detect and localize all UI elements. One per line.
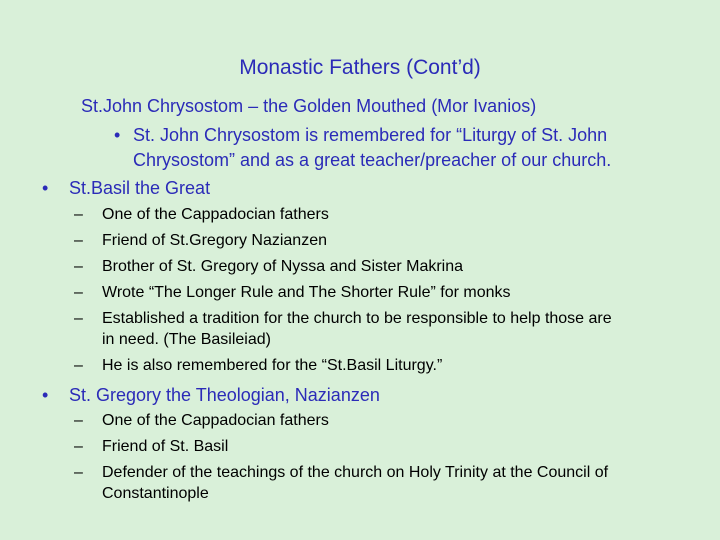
chrysostom-heading: St.John Chrysostom – the Golden Mouthed (Mor Ivanios): [81, 96, 537, 116]
slide-title: Monastic Fathers (Cont’d): [239, 56, 481, 79]
gregory-dash-2: –: [74, 438, 83, 455]
chrysostom-bullet: •: [114, 125, 121, 145]
basil-item-1: One of the Cappadocian fathers: [102, 206, 329, 223]
basil-dash-1: –: [74, 206, 83, 223]
basil-dash-2: –: [74, 232, 83, 249]
basil-dash-4: –: [74, 284, 83, 301]
basil-dash-3: –: [74, 258, 83, 275]
basil-item-4: Wrote “The Longer Rule and The Shorter Rule” for monks: [102, 284, 511, 301]
basil-item-3: Brother of St. Gregory of Nyssa and Sister Makrina: [102, 258, 464, 275]
basil-dash-6: –: [74, 357, 83, 374]
basil-item-6: He is also remembered for the “St.Basil Liturgy.”: [102, 357, 443, 374]
gregory-item-3: Defender of the teachings of the church on Holy Trinity at the Council of: [102, 464, 609, 481]
gregory-dash-3: –: [74, 464, 83, 481]
chrysostom-detail-line1: St. John Chrysostom is remembered for “Liturgy of St. John: [133, 125, 608, 145]
gregory-item-2: Friend of St. Basil: [102, 438, 229, 455]
chrysostom-detail-line2: Chrysostom” and as a great teacher/preacher of our church.: [133, 150, 612, 170]
gregory-bullet: •: [42, 385, 49, 405]
gregory-heading: St. Gregory the Theologian, Nazianzen: [69, 385, 380, 405]
basil-item-5-cont: in need. (The Basileiad): [102, 331, 271, 348]
gregory-item-1: One of the Cappadocian fathers: [102, 412, 329, 429]
basil-item-5: Established a tradition for the church to be responsible to help those are: [102, 310, 612, 327]
gregory-dash-1: –: [74, 412, 83, 429]
basil-item-2: Friend of St.Gregory Nazianzen: [102, 232, 327, 249]
basil-dash-5: –: [74, 310, 83, 327]
gregory-item-3-cont: Constantinople: [102, 485, 209, 502]
basil-bullet: •: [42, 178, 49, 198]
basil-heading: St.Basil the Great: [69, 178, 211, 198]
